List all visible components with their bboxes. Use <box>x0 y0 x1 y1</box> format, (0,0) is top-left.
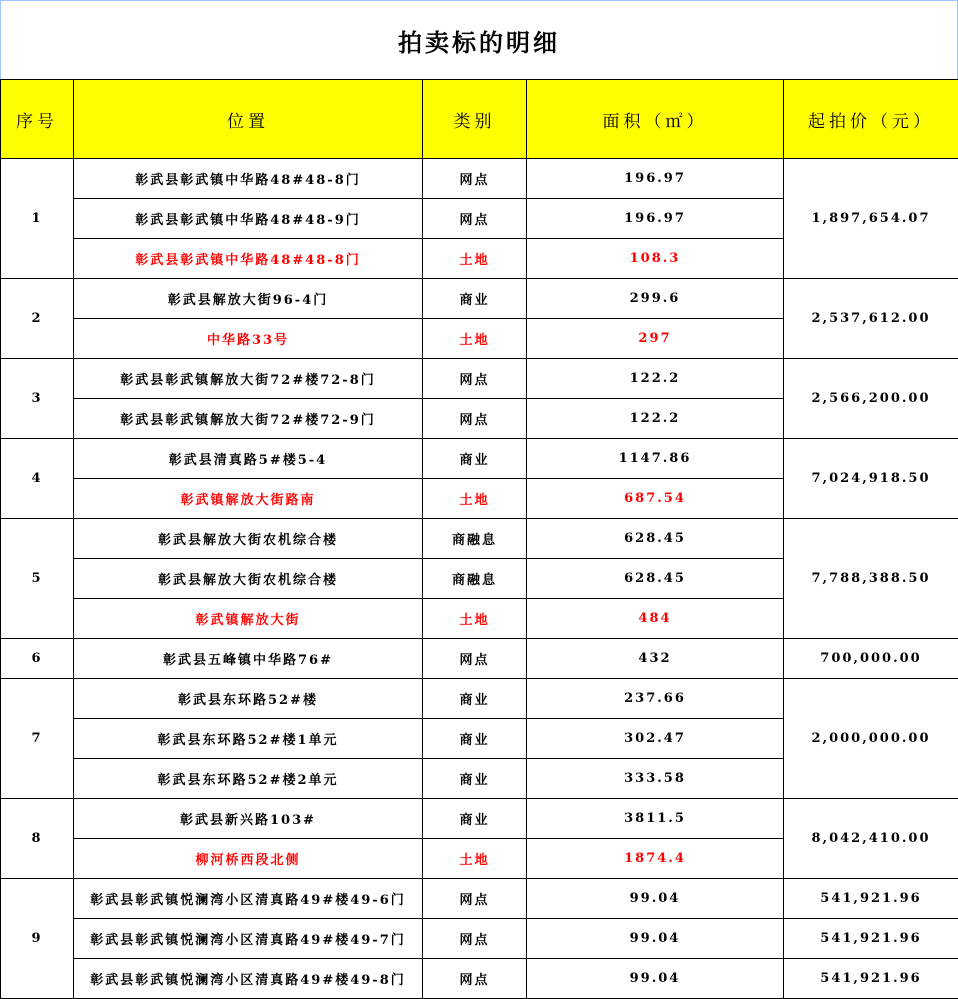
cell-category[interactable]: 网点 <box>423 959 527 999</box>
cell-area[interactable]: 122.2 <box>527 399 784 439</box>
table-body <box>1 159 958 999</box>
cell-location[interactable]: 彰武县解放大街农机综合楼 <box>74 559 423 599</box>
cell-area[interactable]: 108.3 <box>527 239 784 279</box>
cell-location[interactable]: 中华路33号 <box>74 319 423 359</box>
cell-category[interactable]: 网点 <box>423 359 527 399</box>
cell-location[interactable]: 彰武镇解放大街 <box>74 599 423 639</box>
cell-category[interactable]: 商融息 <box>423 559 527 599</box>
cell-category[interactable]: 商业 <box>423 719 527 759</box>
cell-area[interactable]: 196.97 <box>527 199 784 239</box>
cell-category[interactable]: 商融息 <box>423 519 527 559</box>
cell-location[interactable]: 彰武县五峰镇中华路76# <box>74 639 423 679</box>
cell-category[interactable]: 土地 <box>423 479 527 519</box>
cell-category[interactable]: 商业 <box>423 279 527 319</box>
cell-location[interactable]: 彰武县彰武镇解放大街72#楼72-8门 <box>74 359 423 399</box>
cell-seq[interactable]: 5 <box>1 519 74 639</box>
table-row <box>1 159 958 199</box>
table-row <box>1 879 958 919</box>
cell-location[interactable]: 彰武县新兴路103# <box>74 799 423 839</box>
cell-area[interactable]: 99.04 <box>527 959 784 999</box>
table-row <box>1 439 958 479</box>
cell-price[interactable]: 541,921.96 <box>784 919 958 959</box>
cell-location[interactable]: 彰武县彰武镇悦澜湾小区清真路49#楼49-8门 <box>74 959 423 999</box>
cell-area[interactable]: 196.97 <box>527 159 784 199</box>
auction-items-table <box>0 79 958 999</box>
cell-price[interactable]: 541,921.96 <box>784 959 958 999</box>
cell-location[interactable]: 彰武县彰武镇中华路48#48-8门 <box>74 159 423 199</box>
cell-seq[interactable]: 1 <box>1 159 74 279</box>
table-row <box>1 359 958 399</box>
cell-location[interactable]: 彰武县东环路52#楼2单元 <box>74 759 423 799</box>
cell-category[interactable]: 网点 <box>423 919 527 959</box>
cell-area[interactable]: 432 <box>527 639 784 679</box>
header-price[interactable]: 起拍价（元） <box>784 80 958 159</box>
sheet-title: 拍卖标的明细 <box>0 0 958 80</box>
cell-seq[interactable]: 9 <box>1 879 74 999</box>
cell-area[interactable]: 3811.5 <box>527 799 784 839</box>
cell-area[interactable]: 687.54 <box>527 479 784 519</box>
cell-location[interactable]: 彰武镇解放大街路南 <box>74 479 423 519</box>
table-row <box>1 959 958 999</box>
cell-category[interactable]: 土地 <box>423 319 527 359</box>
cell-price[interactable]: 7,788,388.50 <box>784 519 958 639</box>
cell-area[interactable]: 1147.86 <box>527 439 784 479</box>
cell-area[interactable]: 122.2 <box>527 359 784 399</box>
cell-category[interactable]: 商业 <box>423 439 527 479</box>
table-row <box>1 799 958 839</box>
cell-price[interactable]: 2,566,200.00 <box>784 359 958 439</box>
header-area[interactable]: 面积（㎡） <box>527 80 784 159</box>
cell-seq[interactable]: 6 <box>1 639 74 679</box>
cell-category[interactable]: 商业 <box>423 799 527 839</box>
cell-location[interactable]: 柳河桥西段北侧 <box>74 839 423 879</box>
cell-category[interactable]: 土地 <box>423 239 527 279</box>
cell-category[interactable]: 网点 <box>423 199 527 239</box>
table-row <box>1 919 958 959</box>
header-seq[interactable]: 序号 <box>1 80 74 159</box>
cell-price[interactable]: 541,921.96 <box>784 879 958 919</box>
cell-area[interactable]: 484 <box>527 599 784 639</box>
cell-location[interactable]: 彰武县彰武镇解放大街72#楼72-9门 <box>74 399 423 439</box>
cell-category[interactable]: 土地 <box>423 599 527 639</box>
table-row <box>1 279 958 319</box>
cell-location[interactable]: 彰武县彰武镇中华路48#48-9门 <box>74 199 423 239</box>
cell-location[interactable]: 彰武县解放大街农机综合楼 <box>74 519 423 559</box>
cell-location[interactable]: 彰武县东环路52#楼1单元 <box>74 719 423 759</box>
cell-price[interactable]: 2,537,612.00 <box>784 279 958 359</box>
cell-area[interactable]: 628.45 <box>527 559 784 599</box>
cell-area[interactable]: 99.04 <box>527 919 784 959</box>
cell-price[interactable]: 1,897,654.07 <box>784 159 958 279</box>
header-location[interactable]: 位置 <box>74 80 423 159</box>
cell-price[interactable]: 700,000.00 <box>784 639 958 679</box>
cell-area[interactable]: 299.6 <box>527 279 784 319</box>
cell-seq[interactable]: 2 <box>1 279 74 359</box>
table-row <box>1 679 958 719</box>
table-row <box>1 519 958 559</box>
cell-location[interactable]: 彰武县彰武镇悦澜湾小区清真路49#楼49-6门 <box>74 879 423 919</box>
cell-category[interactable]: 网点 <box>423 159 527 199</box>
cell-seq[interactable]: 8 <box>1 799 74 879</box>
cell-location[interactable]: 彰武县解放大街96-4门 <box>74 279 423 319</box>
cell-area[interactable]: 302.47 <box>527 719 784 759</box>
cell-category[interactable]: 网点 <box>423 639 527 679</box>
cell-area[interactable]: 628.45 <box>527 519 784 559</box>
cell-area[interactable]: 237.66 <box>527 679 784 719</box>
table-row <box>1 639 958 679</box>
cell-location[interactable]: 彰武县彰武镇中华路48#48-8门 <box>74 239 423 279</box>
cell-seq[interactable]: 7 <box>1 679 74 799</box>
cell-area[interactable]: 333.58 <box>527 759 784 799</box>
cell-location[interactable]: 彰武县彰武镇悦澜湾小区清真路49#楼49-7门 <box>74 919 423 959</box>
cell-seq[interactable]: 4 <box>1 439 74 519</box>
cell-category[interactable]: 商业 <box>423 759 527 799</box>
cell-location[interactable]: 彰武县东环路52#楼 <box>74 679 423 719</box>
cell-area[interactable]: 99.04 <box>527 879 784 919</box>
cell-category[interactable]: 网点 <box>423 879 527 919</box>
cell-price[interactable]: 2,000,000.00 <box>784 679 958 799</box>
cell-price[interactable]: 7,024,918.50 <box>784 439 958 519</box>
cell-category[interactable]: 土地 <box>423 839 527 879</box>
cell-category[interactable]: 网点 <box>423 399 527 439</box>
cell-area[interactable]: 297 <box>527 319 784 359</box>
header-category[interactable]: 类别 <box>423 80 527 159</box>
cell-location[interactable]: 彰武县清真路5#楼5-4 <box>74 439 423 479</box>
cell-seq[interactable]: 3 <box>1 359 74 439</box>
header-row <box>1 80 958 159</box>
cell-area[interactable]: 1874.4 <box>527 839 784 879</box>
cell-category[interactable]: 商业 <box>423 679 527 719</box>
cell-price[interactable]: 8,042,410.00 <box>784 799 958 879</box>
